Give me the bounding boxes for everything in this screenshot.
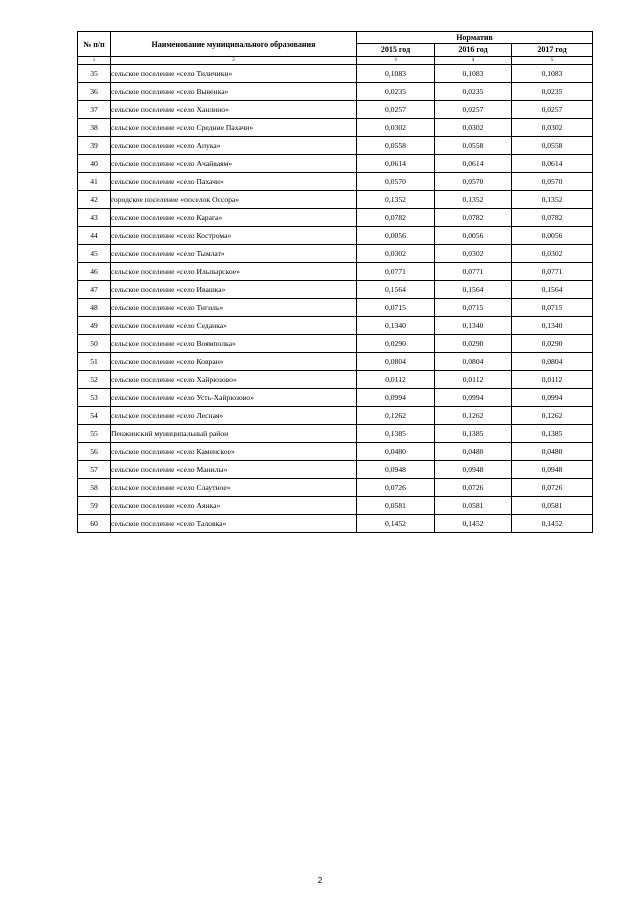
row-value-2016: 0,0948 [435,461,512,479]
row-municipality-name: сельское поселение «село Манилы» [111,461,357,479]
row-value-2016: 0,0771 [435,263,512,281]
header-normative: Норматив [357,32,593,44]
row-municipality-name: сельское поселение «село Ачайваям» [111,155,357,173]
row-value-2015: 0,0257 [357,101,435,119]
row-value-2015: 0,0771 [357,263,435,281]
row-municipality-name: сельское поселение «село Каменское» [111,443,357,461]
row-value-2015: 0,0302 [357,119,435,137]
row-value-2017: 0,0570 [512,173,593,191]
row-value-2016: 0,0112 [435,371,512,389]
row-value-2015: 0,0994 [357,389,435,407]
row-municipality-name: сельское поселение «село Средние Пахачи» [111,119,357,137]
row-value-2015: 0,0570 [357,173,435,191]
row-number: 44 [78,227,111,245]
row-value-2017: 0,0302 [512,245,593,263]
row-value-2017: 0,0804 [512,353,593,371]
row-municipality-name: сельское поселение «село Ильпырское» [111,263,357,281]
row-value-2015: 0,1262 [357,407,435,425]
table-row [78,101,593,119]
row-value-2016: 0,0302 [435,119,512,137]
row-value-2015: 0,0715 [357,299,435,317]
table-row [78,299,593,317]
row-value-2016: 0,1340 [435,317,512,335]
table-row [78,173,593,191]
row-value-2015: 0,0614 [357,155,435,173]
row-value-2017: 0,0994 [512,389,593,407]
table-body [78,57,593,533]
row-value-2015: 0,0480 [357,443,435,461]
row-value-2015: 0,1564 [357,281,435,299]
row-number: 37 [78,101,111,119]
row-value-2016: 0,1352 [435,191,512,209]
table-row [78,371,593,389]
row-value-2017: 0,0302 [512,119,593,137]
row-value-2017: 0,0480 [512,443,593,461]
row-number: 57 [78,461,111,479]
column-index: 5 [512,57,593,65]
table-row [78,497,593,515]
row-value-2015: 0,0581 [357,497,435,515]
row-value-2017: 0,1352 [512,191,593,209]
row-municipality-name: сельское поселение «село Тиличики» [111,65,357,83]
table-row [78,227,593,245]
table-row [78,461,593,479]
row-number: 48 [78,299,111,317]
row-value-2017: 0,0726 [512,479,593,497]
row-value-2016: 0,0290 [435,335,512,353]
header-year-2017: 2017 год [512,43,593,56]
normative-table [77,31,593,533]
row-municipality-name: сельское поселение «село Таловка» [111,515,357,533]
row-value-2015: 0,0302 [357,245,435,263]
table-row [78,245,593,263]
row-value-2015: 0,0112 [357,371,435,389]
row-municipality-name: сельское поселение «село Лесная» [111,407,357,425]
row-value-2017: 0,1340 [512,317,593,335]
row-value-2017: 0,0290 [512,335,593,353]
row-value-2017: 0,1385 [512,425,593,443]
table-row [78,425,593,443]
row-number: 53 [78,389,111,407]
table-row [78,335,593,353]
row-number: 43 [78,209,111,227]
row-number: 60 [78,515,111,533]
row-municipality-name: сельское поселение «село Воямполка» [111,335,357,353]
row-value-2016: 0,0302 [435,245,512,263]
table-row [78,407,593,425]
row-value-2016: 0,1564 [435,281,512,299]
row-value-2016: 0,1452 [435,515,512,533]
row-number: 41 [78,173,111,191]
table-row [78,65,593,83]
row-value-2016: 0,0994 [435,389,512,407]
row-value-2015: 0,0948 [357,461,435,479]
row-municipality-name: городское поселение «поселок Оссора» [111,191,357,209]
row-value-2017: 0,0056 [512,227,593,245]
row-value-2016: 0,0581 [435,497,512,515]
table-row [78,263,593,281]
table-row [78,191,593,209]
row-municipality-name: сельское поселение «село Слаутное» [111,479,357,497]
row-value-2016: 0,0570 [435,173,512,191]
row-value-2017: 0,0614 [512,155,593,173]
row-value-2016: 0,0235 [435,83,512,101]
row-municipality-name: сельское поселение «село Карага» [111,209,357,227]
row-value-2016: 0,0614 [435,155,512,173]
row-number: 51 [78,353,111,371]
row-value-2017: 0,1564 [512,281,593,299]
page-number: 2 [317,876,323,885]
row-municipality-name: сельское поселение «село Ковран» [111,353,357,371]
row-value-2016: 0,0257 [435,101,512,119]
table-row [78,83,593,101]
row-value-2017: 0,1262 [512,407,593,425]
table-row [78,317,593,335]
row-number: 39 [78,137,111,155]
row-value-2015: 0,0235 [357,83,435,101]
table-row [78,137,593,155]
table-row [78,515,593,533]
row-value-2017: 0,0782 [512,209,593,227]
row-value-2015: 0,1452 [357,515,435,533]
row-value-2016: 0,0782 [435,209,512,227]
row-value-2015: 0,0726 [357,479,435,497]
row-value-2016: 0,0726 [435,479,512,497]
row-municipality-name: сельское поселение «село Хаилино» [111,101,357,119]
row-municipality-name: сельское поселение «село Тигиль» [111,299,357,317]
row-municipality-name: Пенжинский муниципальный район [111,425,357,443]
row-municipality-name: сельское поселение «село Хайрюзово» [111,371,357,389]
row-number: 40 [78,155,111,173]
row-value-2015: 0,0558 [357,137,435,155]
table-row [78,281,593,299]
row-value-2016: 0,0804 [435,353,512,371]
row-value-2015: 0,1340 [357,317,435,335]
row-value-2015: 0,1083 [357,65,435,83]
row-value-2017: 0,0581 [512,497,593,515]
row-number: 36 [78,83,111,101]
row-number: 46 [78,263,111,281]
row-value-2017: 0,0558 [512,137,593,155]
row-municipality-name: сельское поселение «село Пахачи» [111,173,357,191]
row-value-2016: 0,1083 [435,65,512,83]
row-number: 50 [78,335,111,353]
row-value-2015: 0,1352 [357,191,435,209]
row-number: 59 [78,497,111,515]
row-number: 38 [78,119,111,137]
row-value-2015: 0,0056 [357,227,435,245]
row-value-2017: 0,1452 [512,515,593,533]
row-value-2017: 0,0235 [512,83,593,101]
column-index: 4 [435,57,512,65]
row-municipality-name: сельское поселение «село Усть-Хайрюзово» [111,389,357,407]
row-municipality-name: сельское поселение «село Вывенка» [111,83,357,101]
table-row [78,209,593,227]
row-municipality-name: сельское поселение «село Ивашка» [111,281,357,299]
row-value-2015: 0,0290 [357,335,435,353]
column-index-row [78,57,593,65]
row-number: 45 [78,245,111,263]
table-row [78,479,593,497]
row-number: 47 [78,281,111,299]
row-value-2016: 0,0558 [435,137,512,155]
row-value-2017: 0,1083 [512,65,593,83]
table-row [78,443,593,461]
row-number: 54 [78,407,111,425]
row-value-2015: 0,0804 [357,353,435,371]
row-number: 35 [78,65,111,83]
row-municipality-name: сельское поселение «село Кострома» [111,227,357,245]
row-number: 55 [78,425,111,443]
row-value-2017: 0,0715 [512,299,593,317]
column-index: 3 [357,57,435,65]
row-number: 56 [78,443,111,461]
row-value-2016: 0,1385 [435,425,512,443]
row-value-2017: 0,0771 [512,263,593,281]
table-row [78,389,593,407]
row-value-2016: 0,0715 [435,299,512,317]
header-municipality-name: Наименование муниципального образования [111,32,357,57]
row-number: 42 [78,191,111,209]
table-row [78,353,593,371]
row-municipality-name: сельское поселение «село Тымлат» [111,245,357,263]
table-row [78,119,593,137]
row-value-2015: 0,1385 [357,425,435,443]
row-value-2017: 0,0948 [512,461,593,479]
table-row [78,155,593,173]
header-year-2016: 2016 год [435,43,512,56]
row-number: 58 [78,479,111,497]
header-number: № п/п [78,32,111,57]
row-municipality-name: сельское поселение «село Седанка» [111,317,357,335]
row-value-2016: 0,0480 [435,443,512,461]
row-value-2016: 0,1262 [435,407,512,425]
row-value-2016: 0,0056 [435,227,512,245]
column-index: 1 [78,57,111,65]
row-number: 49 [78,317,111,335]
row-value-2015: 0,0782 [357,209,435,227]
row-number: 52 [78,371,111,389]
row-municipality-name: сельское поселение «село Апука» [111,137,357,155]
header-year-2015: 2015 год [357,43,435,56]
row-value-2017: 0,0112 [512,371,593,389]
column-index: 2 [111,57,357,65]
row-value-2017: 0,0257 [512,101,593,119]
row-municipality-name: сельское поселение «село Аянка» [111,497,357,515]
